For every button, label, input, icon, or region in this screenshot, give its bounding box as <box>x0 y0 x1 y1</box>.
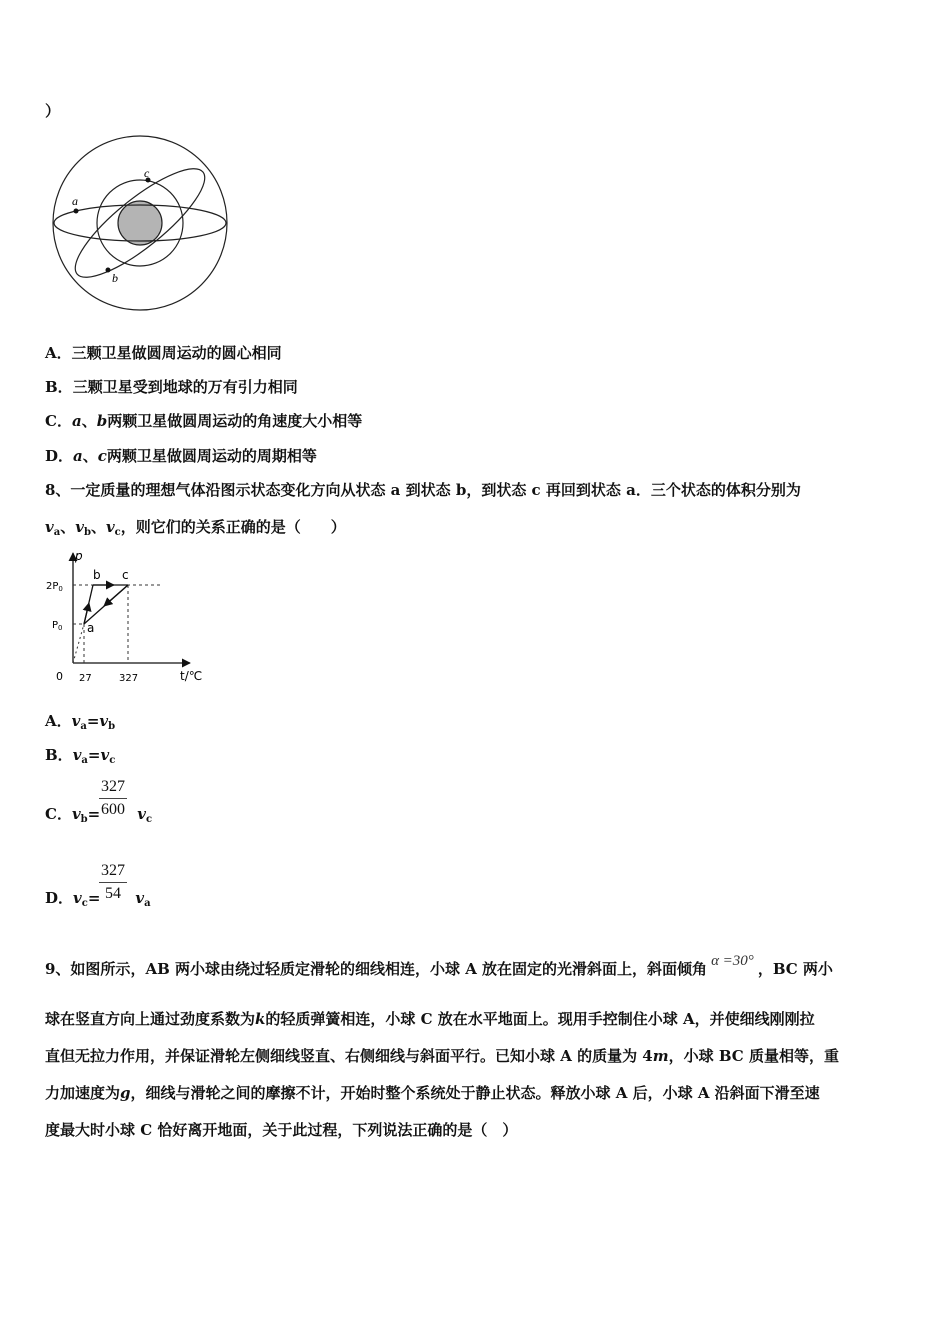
q8-option-d[interactable]: D．$v_c= v_a$ <box>45 889 151 909</box>
satellite-orbit-figure <box>50 133 235 313</box>
angle-value: α =30° <box>711 953 754 969</box>
x-axis-label: t/℃ <box>180 669 203 683</box>
q7-option-d[interactable]: D．a、c两颗卫星做圆周运动的周期相等 <box>45 447 317 465</box>
q8-option-b[interactable]: B．$v_a=v_c$ <box>45 746 116 766</box>
satellite-label-a: a <box>72 194 78 208</box>
fraction-d: 327 54 <box>101 862 125 902</box>
tick-p0: $P_0$ <box>52 620 63 632</box>
q8-stem-line1: 8、一定质量的理想气体沿图示状态变化方向从状态 a 到状态 b，到状态 c 再回到状态 a．三个状态的体积分别为 <box>45 481 801 499</box>
q9-stem-line4: 力加速度为g，细线与滑轮之间的摩擦不计，开始时整个系统处于静止状态。释放小球 A 后，小球 A 沿斜面下滑至速 <box>45 1084 820 1102</box>
q8-option-a[interactable]: A．$v_a=v_b$ <box>45 712 116 732</box>
satellite-label-c: c <box>144 166 150 180</box>
question-stem-tail: ） <box>45 102 61 120</box>
q9-stem-line5: 度最大时小球 C 恰好离开地面，关于此过程，下列说法正确的是（ ） <box>45 1121 518 1139</box>
y-axis-label: p <box>75 549 83 563</box>
q8-stem-line2: $v_a$、$v_b$、$v_c$，则它们的关系正确的是（ ） <box>45 518 346 538</box>
q9-stem-line3: 直但无拉力作用，并保证滑轮左侧细线竖直、右侧细线与斜面平行。已知小球 A 的质量为 4m，小球 BC 质量相等，重 <box>45 1047 839 1065</box>
fraction-c: 327 600 <box>101 778 125 818</box>
q7-option-a[interactable]: A．三颗卫星做圆周运动的圆心相同 <box>45 344 282 362</box>
tick-327: 327 <box>119 673 139 684</box>
q9-stem-line2: 球在竖直方向上通过劲度系数为k的轻质弹簧相连，小球 C 放在水平地面上。现用手控制住小球 A，并使细线刚刚拉 <box>45 1010 815 1028</box>
q7-option-b[interactable]: B．三颗卫星受到地球的万有引力相同 <box>45 378 298 396</box>
origin-label: 0 <box>56 670 63 683</box>
q7-option-c[interactable]: C．a、b两颗卫星做圆周运动的角速度大小相等 <box>45 412 363 430</box>
q9-stem-line1: 9、如图所示，AB 两小球由绕过轻质定滑轮的细线相连，小球 A 放在固定的光滑斜面上，斜面倾角 α =30° ，BC 两小 <box>45 953 833 978</box>
satellite-label-b: b <box>112 271 118 285</box>
p-t-graph <box>40 545 215 690</box>
tick-2p0: $2P_0$ <box>46 581 63 593</box>
tick-27: 27 <box>79 673 92 684</box>
point-a-label: a <box>87 621 95 635</box>
q8-option-c[interactable]: C．$v_b= v_c$ <box>45 805 153 825</box>
point-c-label: c <box>122 568 129 582</box>
point-b-label: b <box>93 568 101 582</box>
